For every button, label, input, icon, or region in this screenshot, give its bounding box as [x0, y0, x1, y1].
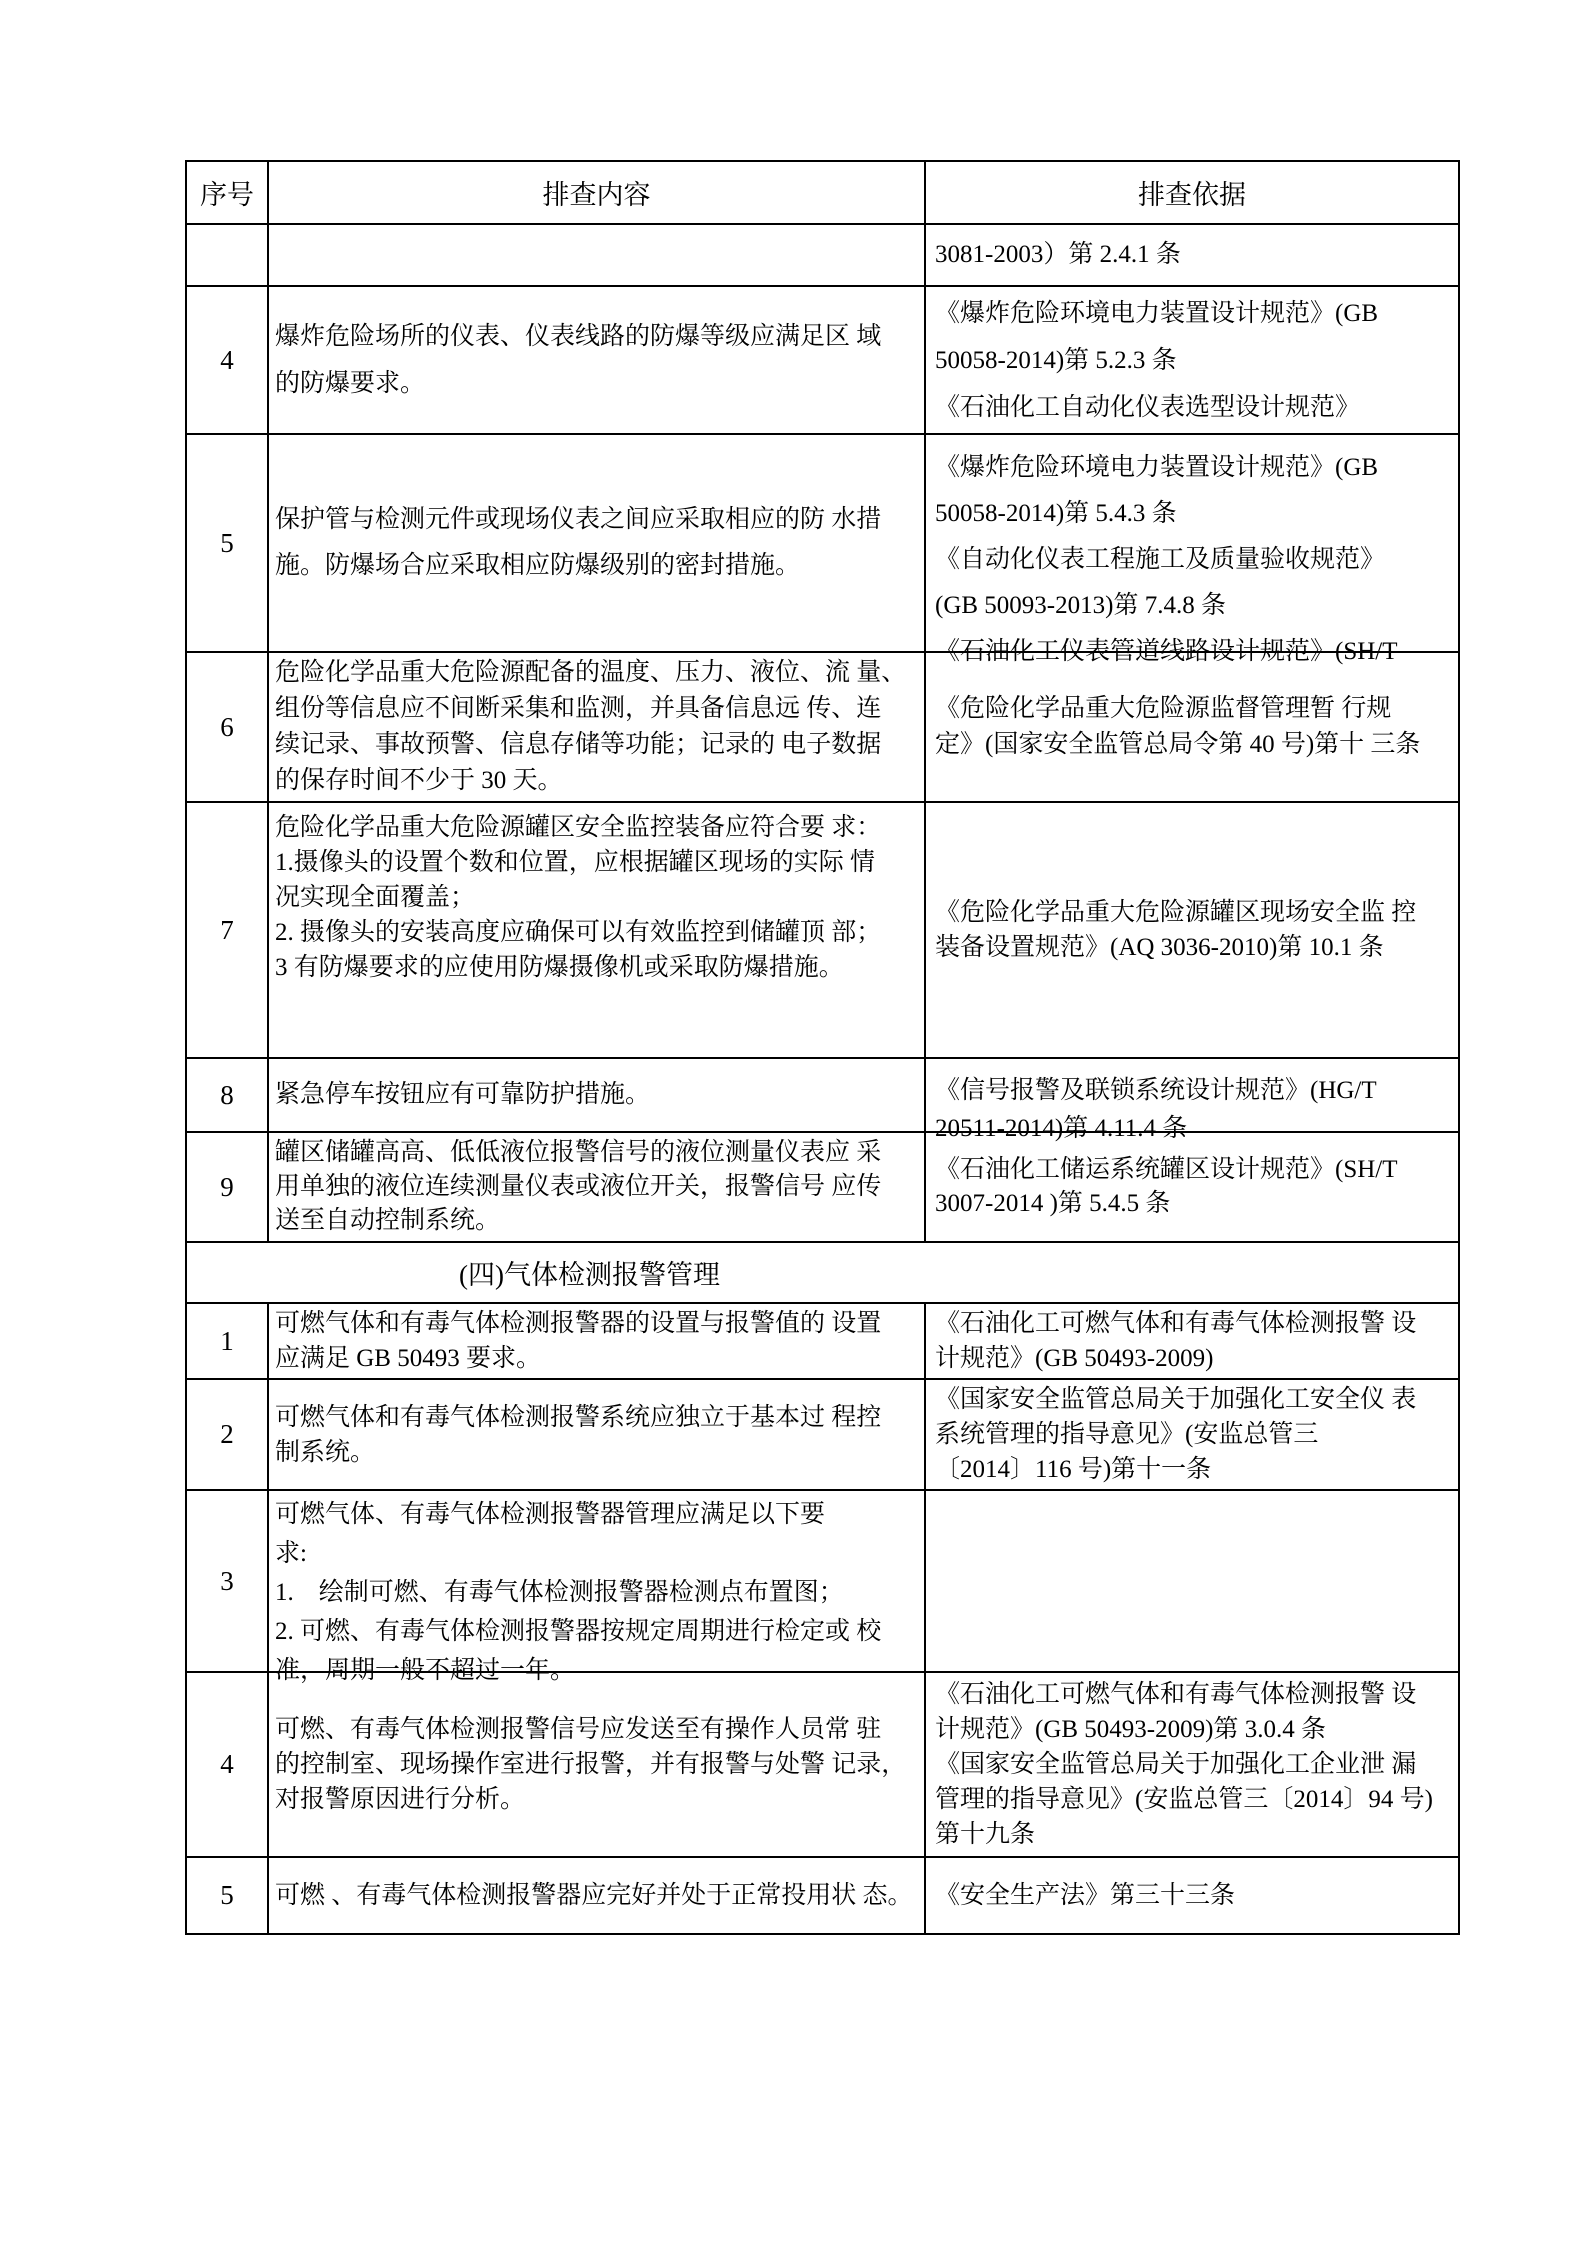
cell-line: 〔2014〕116 号)第十一条: [935, 1456, 1212, 1483]
content-cell: [268, 286, 925, 434]
cell-line: 爆炸危险场所的仪表、仪表线路的防爆等级应满足区 域: [275, 323, 882, 350]
basis-cell: [925, 286, 1459, 434]
row-number-cell: 6: [186, 652, 268, 802]
cell-line: 《爆炸危险环境电力装置设计规范》(GB: [935, 299, 1379, 327]
content-cell: [268, 1058, 925, 1132]
cell-line: 《信号报警及联锁系统设计规范》(HG/T: [935, 1077, 1377, 1104]
cell-line: 《自动化仪表工程施工及质量验收规范》: [935, 546, 1386, 573]
header-inspection-content: 排查内容: [268, 161, 925, 224]
section-label: (四)气体检测报警管理: [186, 1242, 1459, 1303]
basis-cell: [925, 802, 1459, 1058]
row-number-cell: [186, 224, 268, 286]
row-number-cell: 7: [186, 802, 268, 1058]
row-number-cell: 3: [186, 1490, 268, 1672]
cell-line: 可燃 、有毒气体检测报警器应完好并处于正常投用状 态。: [275, 1881, 913, 1909]
content-cell: [268, 1303, 925, 1379]
table-row: [186, 1303, 1459, 1379]
cell-line: 系统管理的指导意见》(安监总管三: [935, 1421, 1319, 1448]
table-row: [186, 224, 1459, 286]
content-cell: [268, 1672, 925, 1857]
cell-line: 《石油化工储运系统罐区设计规范》(SH/T: [935, 1156, 1398, 1183]
cell-line: 送至自动控制系统。: [275, 1207, 501, 1234]
cell-line: 装备设置规范》(AQ 3036-2010)第 10.1 条: [935, 934, 1384, 961]
cell-line: 罐区储罐高高、低低液位报警信号的液位测量仪表应 采: [275, 1139, 882, 1166]
row-number-cell: 4: [186, 1672, 268, 1857]
cell-line: 况实现全面覆盖；: [275, 884, 476, 911]
row-number-cell: 1: [186, 1303, 268, 1379]
content-cell: [268, 434, 925, 652]
cell-line: 计规范》(GB 50493-2009)第 3.0.4 条: [935, 1716, 1326, 1743]
cell-line: 《石油化工可燃气体和有毒气体检测报警 设: [935, 1310, 1417, 1337]
cell-line: 保护管与检测元件或现场仪表之间应采取相应的防 水措: [275, 506, 882, 533]
cell-line: 施。防爆场合应采取相应防爆级别的密封措施。: [275, 552, 801, 579]
cell-line: 《石油化工仪表管道线路设计规范》(SH/T: [935, 638, 1398, 665]
cell-line: 对报警原因进行分析。: [275, 1786, 526, 1813]
content-cell: [268, 1857, 925, 1934]
table-row: [186, 802, 1459, 1058]
content-cell: [268, 652, 925, 802]
basis-cell: [925, 1857, 1459, 1934]
cell-line: 可燃气体和有毒气体检测报警器的设置与报警值的 设置: [275, 1310, 882, 1337]
cell-line: 《国家安全监管总局关于加强化工安全仪 表: [935, 1386, 1417, 1413]
cell-line: 3 有防爆要求的应使用防爆摄像机或采取防爆措施。: [275, 954, 844, 981]
header-serial-number: 序号: [186, 161, 268, 224]
content-cell: [268, 1379, 925, 1490]
basis-cell: [925, 1490, 1459, 1672]
cell-line: 续记录、事故预警、信息存储等功能；记录的 电子数据: [275, 731, 882, 758]
cell-line: 1.摄像头的设置个数和位置，应根据罐区现场的实际 情: [275, 849, 876, 876]
header-inspection-basis: 排查依据: [925, 161, 1459, 224]
cell-line: 50058-2014)第 5.2.3 条: [935, 346, 1177, 374]
cell-line: 紧急停车按钮应有可靠防护措施。: [275, 1081, 651, 1108]
row-number-cell: 5: [186, 434, 268, 652]
basis-cell: [925, 434, 1459, 665]
cell-line: 可燃气体和有毒气体检测报警系统应独立于基本过 程控: [275, 1403, 882, 1431]
cell-line: 2. 摄像头的安装高度应确保可以有效监控到储罐顶 部；: [275, 919, 882, 946]
row-number-cell: 2: [186, 1379, 268, 1490]
cell-line: 2. 可燃、有毒气体检测报警器按规定周期进行检定或 校: [275, 1618, 882, 1645]
cell-line: 《石油化工可燃气体和有毒气体检测报警 设: [935, 1681, 1417, 1708]
basis-cell: [925, 1303, 1459, 1379]
cell-line: 准，周期一般不超过一年。: [275, 1657, 576, 1684]
cell-line: 计规范》(GB 50493-2009): [935, 1345, 1214, 1372]
cell-line: 制系统。: [275, 1438, 376, 1466]
cell-line: (GB 50093-2013)第 7.4.8 条: [935, 592, 1226, 619]
table-row: [186, 1058, 1459, 1132]
cell-line: 管理的指导意见》(安监总管三〔2014〕94 号): [935, 1786, 1433, 1813]
row-number-cell: 9: [186, 1132, 268, 1242]
cell-line: 组份等信息应不间断采集和监测，并具备信息远 传、连: [275, 695, 882, 722]
row-number-cell: 5: [186, 1857, 268, 1934]
content-cell: [268, 1490, 925, 1684]
content-cell: [268, 1132, 925, 1242]
cell-line: 《石油化工自动化仪表选型设计规范》: [935, 393, 1361, 421]
table-row: [186, 1379, 1459, 1490]
table-row: [186, 1857, 1459, 1934]
cell-line: 用单独的液位连续测量仪表或液位开关，报警信号 应传: [275, 1173, 882, 1200]
cell-line: 1. 绘制可燃、有毒气体检测报警器检测点布置图；: [275, 1579, 844, 1606]
table-row: [186, 1490, 1459, 1672]
basis-cell: [925, 1058, 1459, 1142]
basis-cell: [925, 224, 1459, 286]
cell-line: 危险化学品重大危险源罐区安全监控装备应符合要 求：: [275, 814, 882, 841]
cell-line: 应满足 GB 50493 要求。: [275, 1345, 541, 1372]
table-row: [186, 434, 1459, 652]
cell-line: 定》(国家安全监管总局令第 40 号)第十 三条: [935, 731, 1421, 758]
content-cell: [268, 802, 925, 1058]
cell-line: 20511-2014)第 4.11.4 条: [935, 1115, 1188, 1142]
cell-line: 可燃、有毒气体检测报警信号应发送至有操作人员常 驻: [275, 1716, 882, 1743]
cell-line: 的控制室、现场操作室进行报警，并有报警与处警 记录，: [275, 1751, 907, 1778]
content-cell: [268, 224, 925, 286]
cell-line: 《国家安全监管总局关于加强化工企业泄 漏: [935, 1751, 1417, 1778]
table-row: [186, 286, 1459, 434]
cell-line: 第十九条: [935, 1821, 1036, 1848]
cell-line: 的防爆要求。: [275, 370, 426, 397]
cell-line: 的保存时间不少于 30 天。: [275, 767, 563, 794]
cell-line: 3007-2014 )第 5.4.5 条: [935, 1190, 1171, 1217]
cell-line: 求:: [275, 1540, 307, 1567]
cell-line: 《爆炸危险环境电力装置设计规范》(GB: [935, 454, 1379, 481]
cell-line: 50058-2014)第 5.4.3 条: [935, 500, 1177, 527]
cell-line: 《危险化学品重大危险源监督管理暂 行规: [935, 695, 1392, 722]
row-number-cell: 8: [186, 1058, 268, 1132]
inspection-table: [185, 160, 1460, 1935]
cell-line: 《安全生产法》第三十三条: [935, 1881, 1236, 1909]
header-row: [186, 161, 1459, 224]
basis-cell: [925, 1379, 1459, 1490]
table-row: [186, 1132, 1459, 1242]
basis-cell: [925, 1132, 1459, 1242]
row-number-cell: 4: [186, 286, 268, 434]
cell-line: 《危险化学品重大危险源罐区现场安全监 控: [935, 899, 1417, 926]
cell-line: 危险化学品重大危险源配备的温度、压力、液位、流 量、: [275, 659, 907, 686]
cell-line: 可燃气体、有毒气体检测报警器管理应满足以下要: [275, 1501, 826, 1528]
table-body: [186, 224, 1459, 1934]
table-row: [186, 1672, 1459, 1857]
cell-line: 3081-2003）第 2.4.1 条: [935, 241, 1181, 268]
basis-cell: [925, 1672, 1459, 1857]
section-row: [186, 1242, 1459, 1303]
